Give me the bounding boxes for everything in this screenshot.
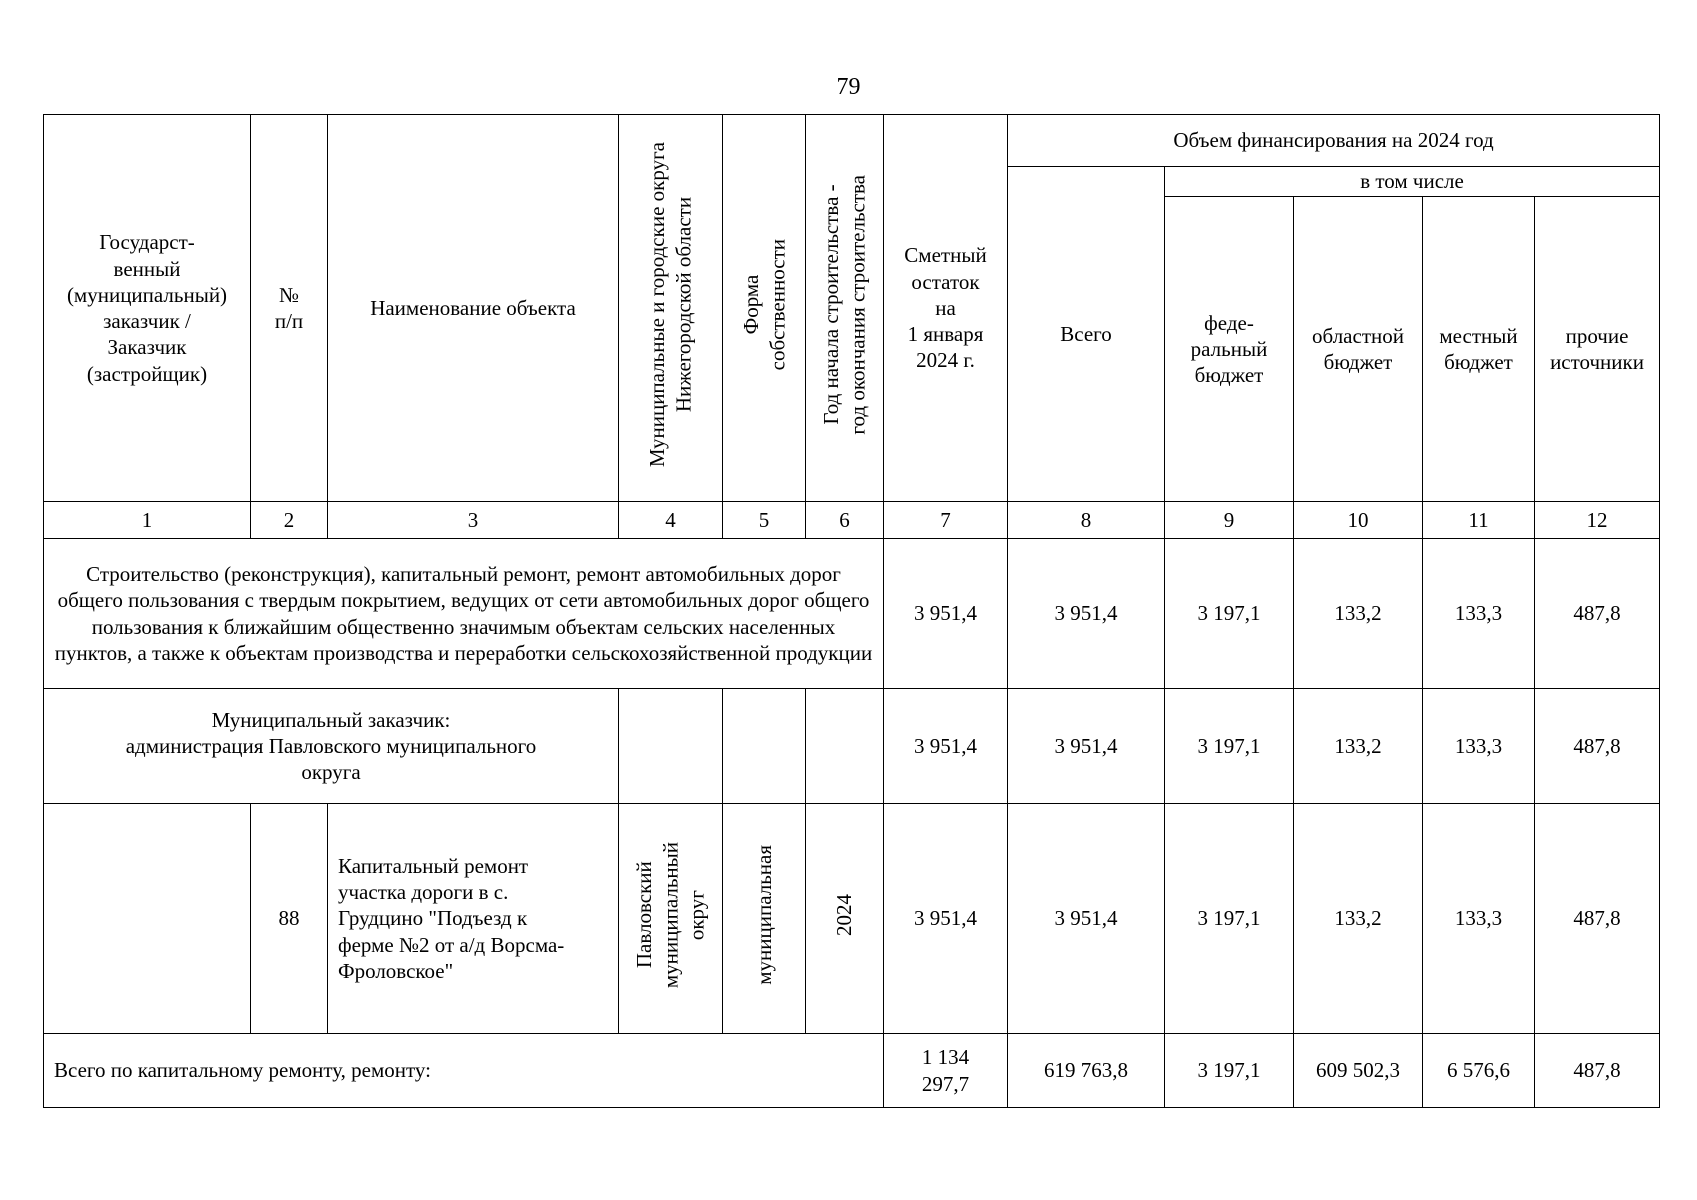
section-local: 133,3	[1423, 539, 1535, 689]
header-customer: Государст- венный (муниципальный) заказчик / Заказчик (застройщик)	[44, 115, 251, 502]
header-other: прочие источники	[1535, 197, 1660, 502]
header-including: в том числе	[1165, 167, 1660, 197]
section-regional: 133,2	[1294, 539, 1423, 689]
header-number: № п/п	[251, 115, 328, 502]
column-number: 8	[1008, 502, 1165, 539]
section-other: 487,8	[1535, 539, 1660, 689]
total-regional: 609 502,3	[1294, 1034, 1423, 1108]
object-district: Павловский муниципальный округ	[632, 842, 709, 989]
object-district-cell	[619, 804, 723, 1034]
object-total: 3 951,4	[1008, 804, 1165, 1034]
total-title: Всего по капитальному ремонту, ремонту:	[44, 1034, 884, 1108]
customer-estimated-balance: 3 951,4	[884, 689, 1008, 804]
header-years-cell	[806, 115, 884, 502]
header-district-cell	[619, 115, 723, 502]
header-regional: областной бюджет	[1294, 197, 1423, 502]
total-estimated-balance: 1 134 297,7	[884, 1034, 1008, 1108]
column-number: 6	[806, 502, 884, 539]
customer-federal: 3 197,1	[1165, 689, 1294, 804]
column-number: 10	[1294, 502, 1423, 539]
customer-district-empty	[619, 689, 723, 804]
column-number: 3	[328, 502, 619, 539]
object-row	[44, 804, 1660, 1034]
column-number: 1	[44, 502, 251, 539]
object-estimated-balance: 3 951,4	[884, 804, 1008, 1034]
header-ownership: Форма собственности	[738, 239, 789, 371]
object-year: 2024	[832, 894, 857, 937]
customer-ownership-empty	[723, 689, 806, 804]
total-row	[44, 1034, 1660, 1108]
header-district: Муниципальные и городские округа Нижегородской области	[645, 142, 696, 468]
object-other: 487,8	[1535, 804, 1660, 1034]
column-number: 11	[1423, 502, 1535, 539]
header-federal: феде- ральный бюджет	[1165, 197, 1294, 502]
header-financing: Объем финансирования на 2024 год	[1008, 115, 1660, 167]
page-number: 79	[836, 74, 861, 100]
total-local: 6 576,6	[1423, 1034, 1535, 1108]
object-ownership-cell	[723, 804, 806, 1034]
customer-local: 133,3	[1423, 689, 1535, 804]
column-number: 2	[251, 502, 328, 539]
header-years: Год начала строительства - год окончания строительства	[819, 175, 870, 435]
customer-row	[44, 689, 1660, 804]
customer-years-empty	[806, 689, 884, 804]
section-federal: 3 197,1	[1165, 539, 1294, 689]
column-number: 4	[619, 502, 723, 539]
column-number: 9	[1165, 502, 1294, 539]
section-estimated-balance: 3 951,4	[884, 539, 1008, 689]
customer-other: 487,8	[1535, 689, 1660, 804]
header-ownership-cell	[723, 115, 806, 502]
header-object-name: Наименование объекта	[328, 115, 619, 502]
total-federal: 3 197,1	[1165, 1034, 1294, 1108]
section-total: 3 951,4	[1008, 539, 1165, 689]
financing-table	[43, 114, 1660, 1108]
object-local: 133,3	[1423, 804, 1535, 1034]
object-customer-empty	[44, 804, 251, 1034]
column-number: 5	[723, 502, 806, 539]
section-title: Строительство (реконструкция), капитальный ремонт, ремонт автомобильных дорог общего пользования с твердым покрытием, ведущих от сети автомобильных дорог общего пользования к ближайшим общественно значимым объектам сельских населенных пунктов, а также к объектам производства и переработки сельскохозяйственной продукции	[44, 539, 884, 689]
object-regional: 133,2	[1294, 804, 1423, 1034]
header-estimated-balance: Сметный остаток на 1 января 2024 г.	[884, 115, 1008, 502]
object-year-cell	[806, 804, 884, 1034]
total-other: 487,8	[1535, 1034, 1660, 1108]
column-number: 12	[1535, 502, 1660, 539]
customer-total: 3 951,4	[1008, 689, 1165, 804]
column-number-row	[44, 502, 1660, 539]
customer-title: Муниципальный заказчик: администрация Павловского муниципального округа	[44, 689, 619, 804]
header-total: Всего	[1008, 167, 1165, 502]
object-name: Капитальный ремонт участка дороги в с. Грудцино "Подъезд к ферме №2 от а/д Ворсма- Фроловское"	[328, 804, 619, 1034]
object-number: 88	[251, 804, 328, 1034]
object-federal: 3 197,1	[1165, 804, 1294, 1034]
column-number: 7	[884, 502, 1008, 539]
section-row	[44, 539, 1660, 689]
header-local: местный бюджет	[1423, 197, 1535, 502]
total-total: 619 763,8	[1008, 1034, 1165, 1108]
customer-regional: 133,2	[1294, 689, 1423, 804]
object-ownership: муниципальная	[751, 845, 776, 986]
